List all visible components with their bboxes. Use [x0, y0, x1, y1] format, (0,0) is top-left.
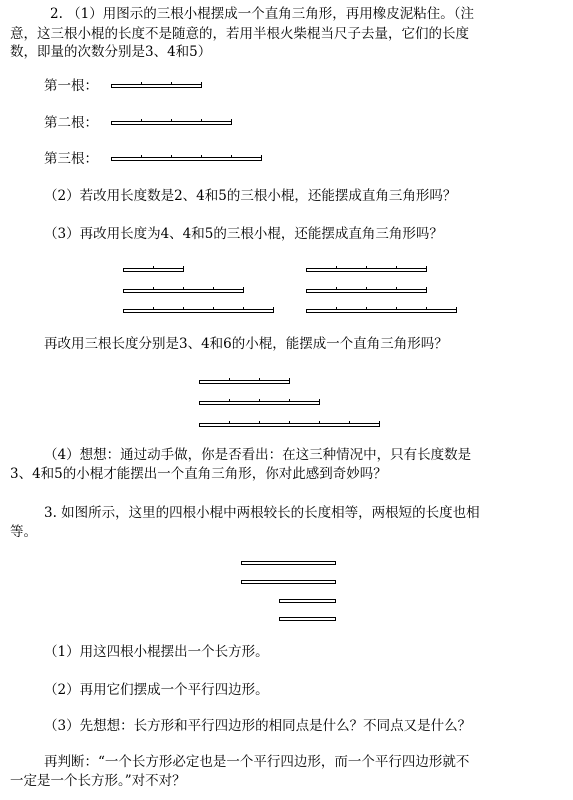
stick-tick [229, 378, 230, 381]
stick-tick [229, 399, 230, 402]
stick-tick [366, 287, 367, 290]
stick-tick [231, 119, 232, 122]
q2-part3: （3）再改用长度为4、4和5的三根小棍，还能摆成直角三角形吗？ [44, 226, 443, 242]
stick-tick [426, 266, 427, 269]
stick-tick [213, 287, 214, 290]
stick-tick [183, 287, 184, 290]
stick-tick [366, 266, 367, 269]
stick-tick [243, 287, 244, 290]
q3-part2: （2）再用它们摆成一个平行四边形。 [44, 682, 269, 698]
stick-tick [289, 378, 290, 381]
stick-short-2 [279, 617, 336, 621]
stick-tick [336, 307, 337, 310]
q2-intro-line1: 2. （1）用图示的三根小棍摆成一个直角三角形，再用橡皮泥粘住。（注 [50, 6, 475, 22]
stick-tick [319, 399, 320, 402]
stick-tick [229, 421, 230, 424]
stick-tick [141, 119, 142, 122]
stick-tick [366, 307, 367, 310]
stick-tick [183, 266, 184, 269]
stick-tick [153, 307, 154, 310]
stick-tick [396, 266, 397, 269]
stick-tick [289, 399, 290, 402]
stick-set-c-1 [199, 380, 290, 384]
q2-part4-line1: （4）想想：通过动手做，你是否看出：在这三种情况中，只有长度数是 [44, 447, 472, 463]
q2-part3b: 再改用三根长度分别是3、4和6的小棍，能摆成一个直角三角形吗？ [44, 336, 448, 352]
stick-long-1 [241, 561, 336, 565]
q3-intro-line1: 3. 如图所示，这里的四根小棍中两根较长的长度相等，两根短的长度也相 [44, 505, 480, 521]
stick-long-2 [241, 580, 336, 584]
stick-label-2: 第二根： [44, 115, 98, 131]
stick-tick [213, 307, 214, 310]
stick-tick [349, 421, 350, 424]
stick-tick [171, 82, 172, 85]
stick-main-3 [111, 157, 262, 161]
q2-part4-line2: 3、4和5的小棍才能摆出一个直角三角形，你对此感到奇妙吗？ [10, 466, 387, 482]
stick-tick [183, 307, 184, 310]
stick-tick [289, 421, 290, 424]
stick-tick [201, 155, 202, 158]
q3-judge-line2: 一定是一个长方形。”对不对？ [10, 773, 186, 789]
stick-tick [259, 399, 260, 402]
stick-label-1: 第一根： [44, 78, 98, 94]
stick-tick [141, 155, 142, 158]
stick-set-a-2 [123, 289, 244, 293]
stick-set-c-3 [199, 423, 380, 427]
stick-tick [231, 155, 232, 158]
stick-tick [396, 307, 397, 310]
stick-tick [261, 155, 262, 158]
stick-tick [273, 307, 274, 310]
stick-tick [259, 378, 260, 381]
stick-set-a-3 [123, 309, 274, 313]
stick-tick [153, 266, 154, 269]
stick-tick [201, 119, 202, 122]
stick-set-a-1 [123, 268, 184, 272]
stick-tick [243, 307, 244, 310]
stick-tick [396, 287, 397, 290]
stick-tick [426, 287, 427, 290]
stick-main-2 [111, 121, 232, 125]
stick-set-b-1 [306, 268, 427, 272]
stick-label-3: 第三根： [44, 151, 98, 167]
stick-tick [171, 119, 172, 122]
stick-short-1 [279, 599, 336, 603]
stick-tick [171, 155, 172, 158]
q2-intro-line3: 数，即量的次数分别是3、4和5） [10, 44, 212, 60]
stick-tick [201, 82, 202, 85]
stick-main-1 [111, 84, 202, 88]
stick-tick [319, 421, 320, 424]
stick-tick [336, 266, 337, 269]
stick-set-b-3 [306, 309, 457, 313]
stick-tick [456, 307, 457, 310]
q3-intro-line2: 等。 [10, 524, 37, 540]
q2-intro-line2: 意，这三根小棍的长度不是随意的，若用半根火柴棍当尺子去量，它们的长度 [10, 26, 469, 42]
q3-part1: （1）用这四根小棍摆出一个长方形。 [44, 644, 269, 660]
stick-set-b-2 [306, 289, 427, 293]
stick-tick [259, 421, 260, 424]
q3-part3: （3）先想想：长方形和平行四边形的相同点是什么？不同点又是什么？ [44, 718, 472, 734]
stick-set-c-2 [199, 401, 320, 405]
stick-tick [153, 287, 154, 290]
stick-tick [379, 421, 380, 424]
q2-part2: （2）若改用长度数是2、4和5的三根小棍，还能摆成直角三角形吗？ [44, 188, 457, 204]
stick-tick [426, 307, 427, 310]
stick-tick [141, 82, 142, 85]
stick-tick [336, 287, 337, 290]
q3-judge-line1: 再判断：“一个长方形必定也是一个平行四边形，而一个平行四边形就不 [44, 754, 470, 770]
